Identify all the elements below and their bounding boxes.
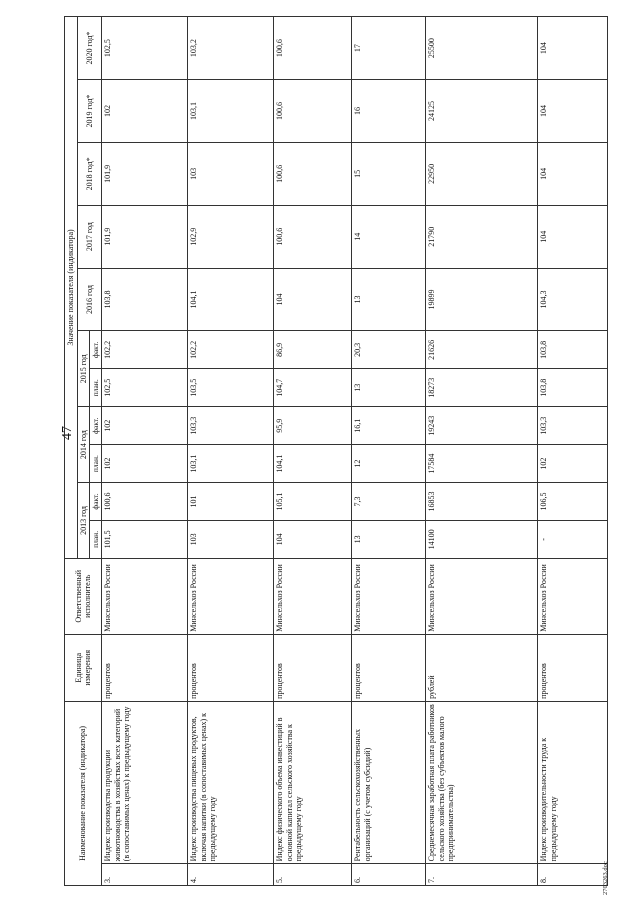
value-cell: 104 [538, 142, 608, 205]
value-cell: 15 [352, 142, 426, 205]
indicators-table [64, 16, 608, 886]
header-year-2017: 2017 год [77, 205, 102, 268]
header-year-2016: 2016 год [77, 268, 102, 331]
value-cell: 20,3 [352, 331, 426, 369]
value-cell: 22950 [426, 142, 538, 205]
value-cell: 13 [352, 369, 426, 407]
header-responsible: Ответственный исполнитель [65, 558, 102, 634]
header-fact: факт. [90, 407, 102, 445]
indicator-name: Индекс производительности труда к предыдущему году [538, 701, 608, 864]
value-cell: 104 [538, 205, 608, 268]
unit-cell: процентов [102, 634, 188, 701]
value-cell: 19899 [426, 268, 538, 331]
header-year-2015: 2015 год [77, 331, 90, 407]
value-cell: 101,9 [102, 205, 188, 268]
indicator-name: Индекс производства продукции животноводства в хозяйствах всех категорий (в сопоставимых ценах) к предыдущему году [102, 701, 188, 864]
value-cell: 100,6 [102, 483, 188, 521]
header-fact: факт. [90, 331, 102, 369]
unit-cell: процентов [538, 634, 608, 701]
value-cell: 100,6 [274, 17, 352, 80]
responsible-cell: Минсельхоз России [188, 558, 274, 634]
header-plan: план. [90, 369, 102, 407]
value-cell: 103,8 [538, 331, 608, 369]
value-cell: 104,1 [188, 268, 274, 331]
value-cell: 104,7 [274, 369, 352, 407]
value-cell: 104 [274, 268, 352, 331]
header-year-2019: 2019 год* [77, 80, 102, 143]
value-cell: 102 [102, 445, 188, 483]
header-fact: факт. [90, 483, 102, 521]
value-cell: 102,2 [188, 331, 274, 369]
value-cell: 12 [352, 445, 426, 483]
value-cell: 17 [352, 17, 426, 80]
value-cell: 14100 [426, 520, 538, 558]
table-body [102, 17, 608, 886]
value-cell: 13 [352, 268, 426, 331]
indicator-name: Рентабельность сельскохозяйственных организаций (с учетом субсидий) [352, 701, 426, 864]
table-row [538, 17, 608, 886]
table-row [274, 17, 352, 886]
header-year-2018: 2018 год* [77, 142, 102, 205]
responsible-cell: Минсельхоз России [352, 558, 426, 634]
value-cell: 104 [538, 80, 608, 143]
row-number: 3. [102, 864, 188, 886]
value-cell: 16,1 [352, 407, 426, 445]
page-number: 47 [60, 426, 75, 440]
value-cell: 104 [274, 520, 352, 558]
row-number: 6. [352, 864, 426, 886]
unit-cell: рублей [426, 634, 538, 701]
table-row [102, 17, 188, 886]
value-cell: 103,8 [538, 369, 608, 407]
value-cell: 101 [188, 483, 274, 521]
value-cell: 16853 [426, 483, 538, 521]
value-cell: 100,6 [274, 142, 352, 205]
unit-cell: процентов [188, 634, 274, 701]
value-cell: 104,1 [274, 445, 352, 483]
unit-cell: процентов [274, 634, 352, 701]
value-cell: 102 [102, 407, 188, 445]
value-cell: 103,1 [188, 80, 274, 143]
row-number: 8. [538, 864, 608, 886]
value-cell: 18273 [426, 369, 538, 407]
value-cell: 103,3 [538, 407, 608, 445]
header-year-2013: 2013 год [77, 483, 90, 559]
row-number: 4. [188, 864, 274, 886]
footer-filename: 2703263.doc [602, 861, 609, 895]
value-cell: 102 [102, 80, 188, 143]
value-cell: - [538, 520, 608, 558]
responsible-cell: Минсельхоз России [426, 558, 538, 634]
table-row [352, 17, 426, 886]
rotated-table-container [64, 16, 604, 886]
value-cell: 21626 [426, 331, 538, 369]
responsible-cell: Минсельхоз России [538, 558, 608, 634]
value-cell: 102,5 [102, 17, 188, 80]
value-cell: 102,9 [188, 205, 274, 268]
header-name: Наименование показателя (индикатора) [65, 701, 102, 885]
responsible-cell: Минсельхоз России [274, 558, 352, 634]
value-cell: 103,1 [188, 445, 274, 483]
indicator-name: Среднемесячная заработная плата работников сельского хозяйства (без субъектов малого предпринимательства) [426, 701, 538, 864]
value-cell: 25500 [426, 17, 538, 80]
row-number: 7. [426, 864, 538, 886]
header-year-2020: 2020 год* [77, 17, 102, 80]
value-cell: 102 [538, 445, 608, 483]
value-cell: 103,5 [188, 369, 274, 407]
value-cell: 103,8 [102, 268, 188, 331]
table-row [426, 17, 538, 886]
value-cell: 103,3 [188, 407, 274, 445]
value-cell: 86,9 [274, 331, 352, 369]
header-unit: Единица измерения [65, 634, 102, 701]
value-cell: 103 [188, 520, 274, 558]
value-cell: 24125 [426, 80, 538, 143]
table-row [188, 17, 274, 886]
unit-cell: процентов [352, 634, 426, 701]
value-cell: 104 [538, 17, 608, 80]
value-cell: 14 [352, 205, 426, 268]
value-cell: 95,9 [274, 407, 352, 445]
value-cell: 102,2 [102, 331, 188, 369]
header-plan: план. [90, 520, 102, 558]
value-cell: 101,5 [102, 520, 188, 558]
value-cell: 103,2 [188, 17, 274, 80]
value-cell: 13 [352, 520, 426, 558]
indicator-name: Индекс физического объема инвестиций в основной капитал сельского хозяйства к предыдущему году [274, 701, 352, 864]
value-cell: 100,6 [274, 80, 352, 143]
value-cell: 105,1 [274, 483, 352, 521]
value-cell: 106,5 [538, 483, 608, 521]
row-number: 5. [274, 864, 352, 886]
value-cell: 17584 [426, 445, 538, 483]
responsible-cell: Минсельхоз России [102, 558, 188, 634]
value-cell: 21790 [426, 205, 538, 268]
value-cell: 101,9 [102, 142, 188, 205]
value-cell: 104,3 [538, 268, 608, 331]
value-cell: 19243 [426, 407, 538, 445]
value-cell: 16 [352, 80, 426, 143]
header-values-group: Значение показателя (индикатора) [65, 17, 78, 559]
header-year-2014: 2014 год [77, 407, 90, 483]
value-cell: 103 [188, 142, 274, 205]
value-cell: 102,5 [102, 369, 188, 407]
header-plan: план. [90, 445, 102, 483]
indicator-name: Индекс производства пищевых продуктов, включая напитки (в сопоставимых ценах) к предыдущему году [188, 701, 274, 864]
value-cell: 7,3 [352, 483, 426, 521]
value-cell: 100,6 [274, 205, 352, 268]
